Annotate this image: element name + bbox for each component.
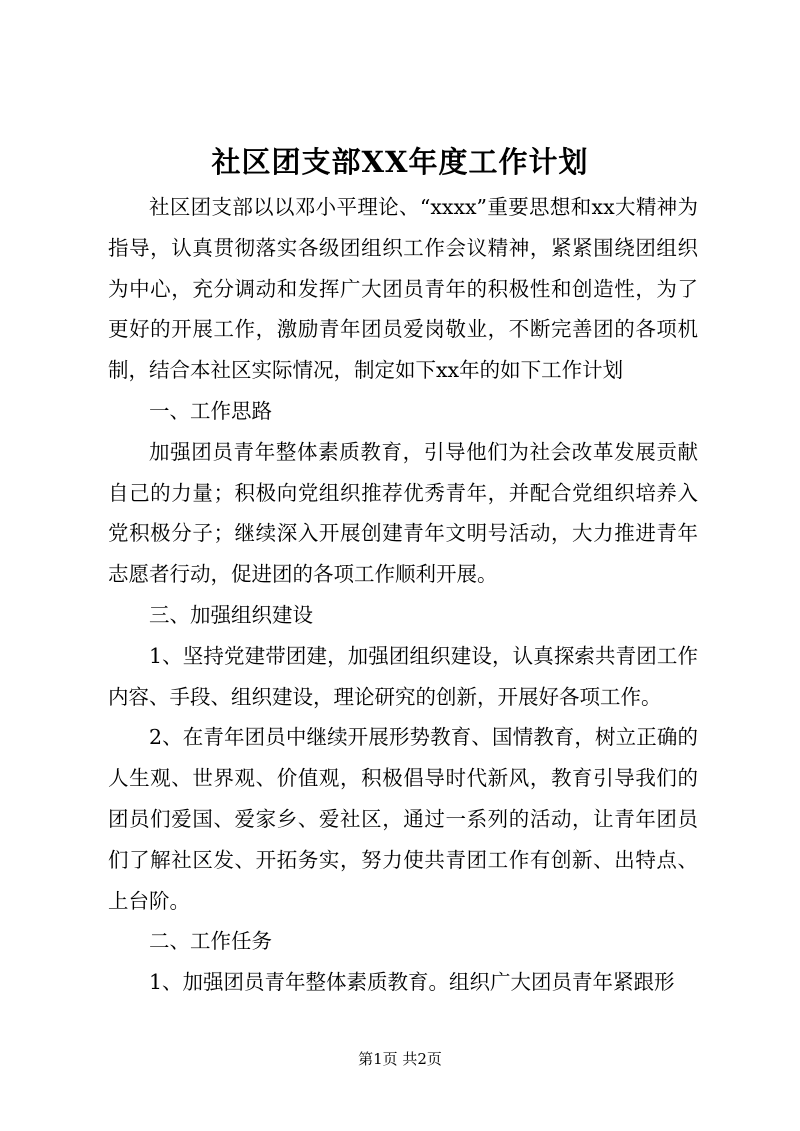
- work-ideas-paragraph: 加强团员青年整体素质教育，引导他们为社会改革发展贡献自己的力量；积极向党组织推荐优秀青年，并配合党组织培养入党积极分子；继续深入开展创建青年文明号活动，大力推进青年志愿者行动，促进团的各项工作顺利开展。: [108, 439, 698, 587]
- organization-item-1: 1、坚持党建带团建，加强团组织建设，认真探索共青团工作内容、手段、组织建设，理论研究的创新，开展好各项工作。: [108, 643, 698, 709]
- work-tasks-item-1: 1、加强团员青年整体素质教育。组织广大团员青年紧跟形: [149, 970, 675, 995]
- organization-item-2: 2、在青年团员中继续开展形势教育、国情教育，树立正确的人生观、世界观、价值观，积极倡导时代新风，教育引导我们的团员们爱国、爱家乡、爱社区，通过一系列的活动，让青年团员们了解社区发、开拓务实，努力使共青团工作有创新、出特点、上台阶。: [108, 725, 698, 913]
- document-body: [108, 187, 698, 1003]
- page-footer: 第1页 共2页: [358, 1050, 442, 1068]
- section-heading-work-tasks: 二、工作任务: [149, 929, 272, 954]
- intro-paragraph: 社区团支部以以邓小平理论、“xxxx”重要思想和xx大精神为指导，认真贯彻落实各级团组织工作会议精神，紧紧围绕团组织为中心，充分调动和发挥广大团员青年的积极性和创造性，为了更好的开展工作，激励青年团员爱岗敬业，不断完善团的各项机制，结合本社区实际情况，制定如下xx年的如下工作计划: [108, 195, 698, 383]
- section-heading-organization: 三、加强组织建设: [149, 602, 313, 627]
- page-title: 社区团支部XX年度工作计划: [211, 145, 589, 179]
- section-heading-work-ideas: 一、工作思路: [149, 398, 272, 423]
